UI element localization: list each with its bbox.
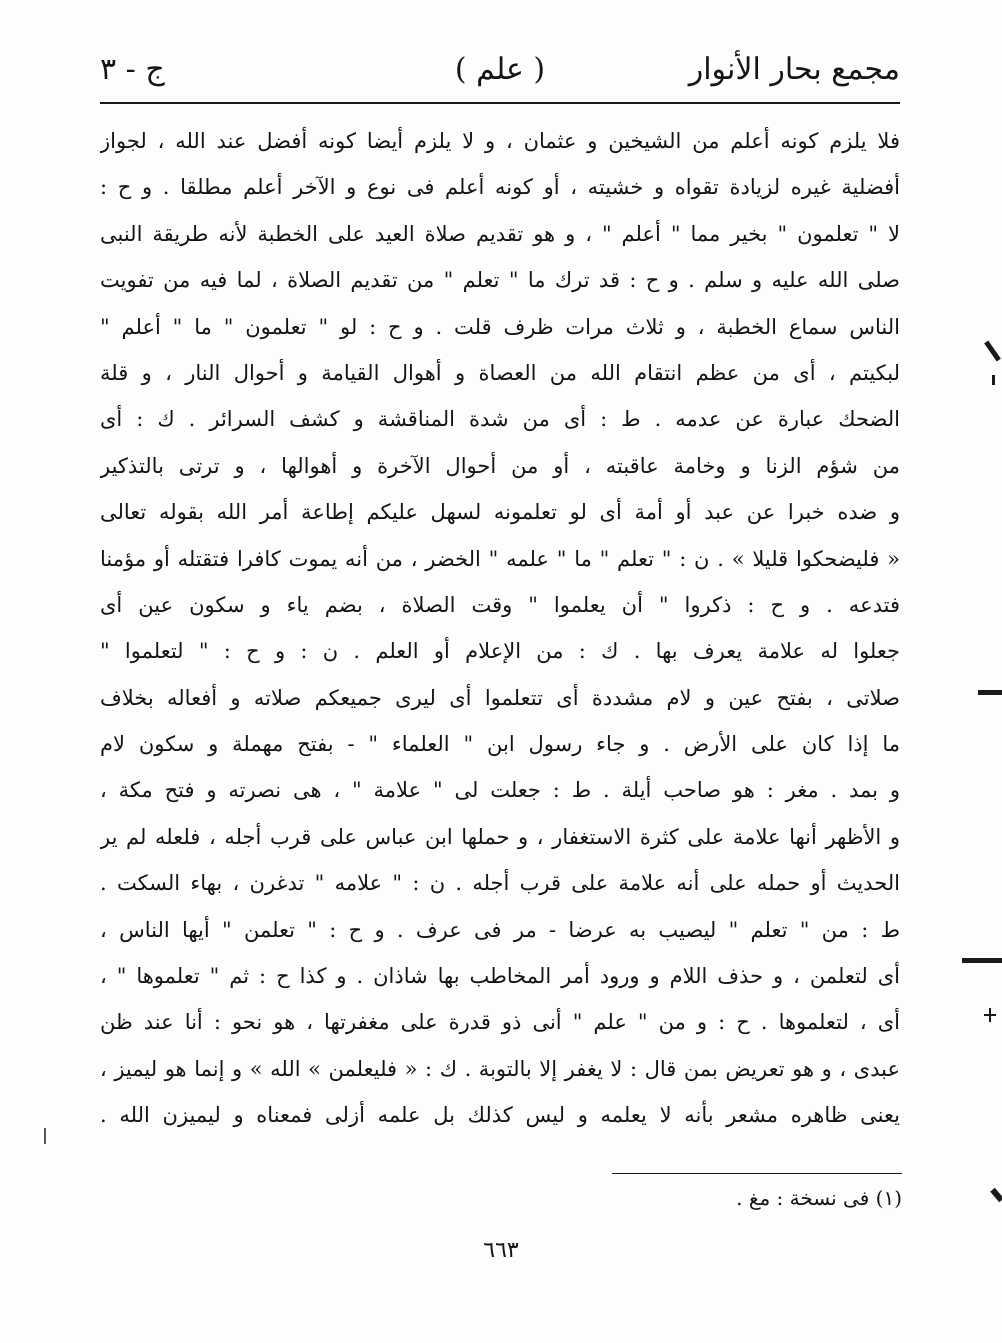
text-line-12: جعلوا له علامة يعرف بها . ك : من الإعلام أو العلم . ن : و ح : " لتعلموا " bbox=[100, 639, 900, 664]
text-line-22: يعنى ظاهره مشعر بأنه لا يعلمه و ليس كذلك بل علمه أزلى فمعناه و ليميزن الله . bbox=[100, 1103, 900, 1128]
text-line-16: و الأظهر أنها علامة على كثرة الاستغفار ، و حملها ابن عباس على قرب أجله ، فلعله لم ير bbox=[100, 824, 900, 849]
text-line-11: فتدعه . و ح : ذكروا " أن يعلموا " وقت الصلاة ، بضم ياء و سكون عين أى bbox=[100, 592, 900, 617]
text-line-18: ط : من " تعلم " ليصيب به عرضا - مر فى عرف . و ح : " تعلمن " أيها الناس ، bbox=[100, 917, 900, 942]
text-line-7: الضحك عبارة عن عدمه . ط : أى من شدة المناقشة و كشف السرائر . ك : أى bbox=[100, 407, 900, 432]
text-line-5: الناس سماع الخطبة ، و ثلاث مرات ظرف قلت . و ح : لو " تعلمون " ما " أعلم " bbox=[100, 314, 900, 339]
text-line-19: أى لتعلمن ، و حذف اللام و ورود أمر المخاطب بها شاذان . و كذا ح : ثم " تعلموها " ، bbox=[100, 964, 900, 989]
running-header bbox=[100, 48, 900, 94]
text-line-13: صلاتى ، بفتح عين و لام مشددة أى تتعلموا أى ليرى جميعكم صلاته و أفعاله بخلاف bbox=[100, 685, 900, 710]
text-line-10: « فليضحكوا قليلا » . ن : " تعلم " ما " علمه " الخضر ، من أنه يموت كافرا فتقتله أو مؤمنا bbox=[100, 546, 900, 571]
text-line-4: صلى الله عليه و سلم . و ح : قد ترك ما " تعلم " من تقديم الصلاة ، لما فيه من تفويت bbox=[100, 268, 900, 293]
margin-mark-2 bbox=[992, 375, 995, 385]
margin-mark-6 bbox=[989, 1008, 991, 1022]
volume-label: ج - ٣ bbox=[100, 52, 165, 87]
main-text bbox=[100, 118, 900, 1139]
text-line-20: أى ، لتعلموها . ح : و من " علم " أنى ذو قدرة على مغفرتها ، هو نحو : أنا عند ظن bbox=[100, 1010, 900, 1035]
text-line-21: عبدى ، و هو تعريض بمن قال : لا يغفر إلا بالتوبة . ك : « فليعلمن » الله » و إنما هو ليميز ، bbox=[100, 1056, 900, 1081]
text-line-14: ما إذا كان على الأرض . و جاء رسول ابن " العلماء " - بفتح مهملة و سكون لام bbox=[100, 732, 900, 757]
text-line-3: لا " تعلمون " بخير مما " أعلم " ، و هو تقديم صلاة العيد على الخطبة لأنه طريقة النبى bbox=[100, 221, 900, 246]
margin-mark-4 bbox=[962, 958, 1002, 963]
text-line-17: الحديث أو حمله على أنه علامة على قرب أجله . ن : " علامه " تدغرن ، بهاء السكت . bbox=[100, 871, 900, 896]
margin-mark-3 bbox=[978, 690, 1002, 695]
footnote: (١) فى نسخة : مغ . bbox=[736, 1186, 902, 1210]
margin-mark-7 bbox=[990, 1188, 1002, 1203]
margin-mark-1 bbox=[984, 341, 1001, 362]
margin-mark-8 bbox=[44, 1128, 46, 1144]
text-line-15: و بمد . مغر : هو صاحب أيلة . ط : جعلت لى " علامة " ، هى نصرته و فتح مكة ، bbox=[100, 778, 900, 803]
header-rule bbox=[100, 102, 900, 104]
text-line-1: فلا يلزم كونه أعلم من الشيخين و عثمان ، و لا يلزم أيضا كونه أفضل عند الله ، لجواز bbox=[100, 129, 900, 153]
footnote-rule bbox=[612, 1173, 902, 1174]
book-title: مجمع بحار الأنوار bbox=[688, 52, 900, 87]
text-line-6: لبكيتم ، أى من عظم انتقام الله من العصاة و أهوال القيامة و أحوال النار ، و قلة bbox=[100, 360, 900, 385]
text-line-8: من شؤم الزنا و وخامة عاقبته ، أو من أحوال الآخرة و أهوالها ، و ترتى بالتذكير bbox=[100, 453, 900, 478]
text-line-2: أفضلية غيره لزيادة تقواه و خشيته ، أو كونه أعلم فى نوع و الآخر أعلم مطلقا . و ح : bbox=[100, 175, 900, 200]
page-number: ٦٦٣ bbox=[483, 1238, 519, 1263]
entry-heading: ( علم ) bbox=[454, 52, 546, 87]
text-line-9: و ضده خبرا عن عبد أو أمة أى لو تعلمونه لسهل عليكم إطاعة أمر الله بقوله تعالى bbox=[100, 500, 900, 525]
